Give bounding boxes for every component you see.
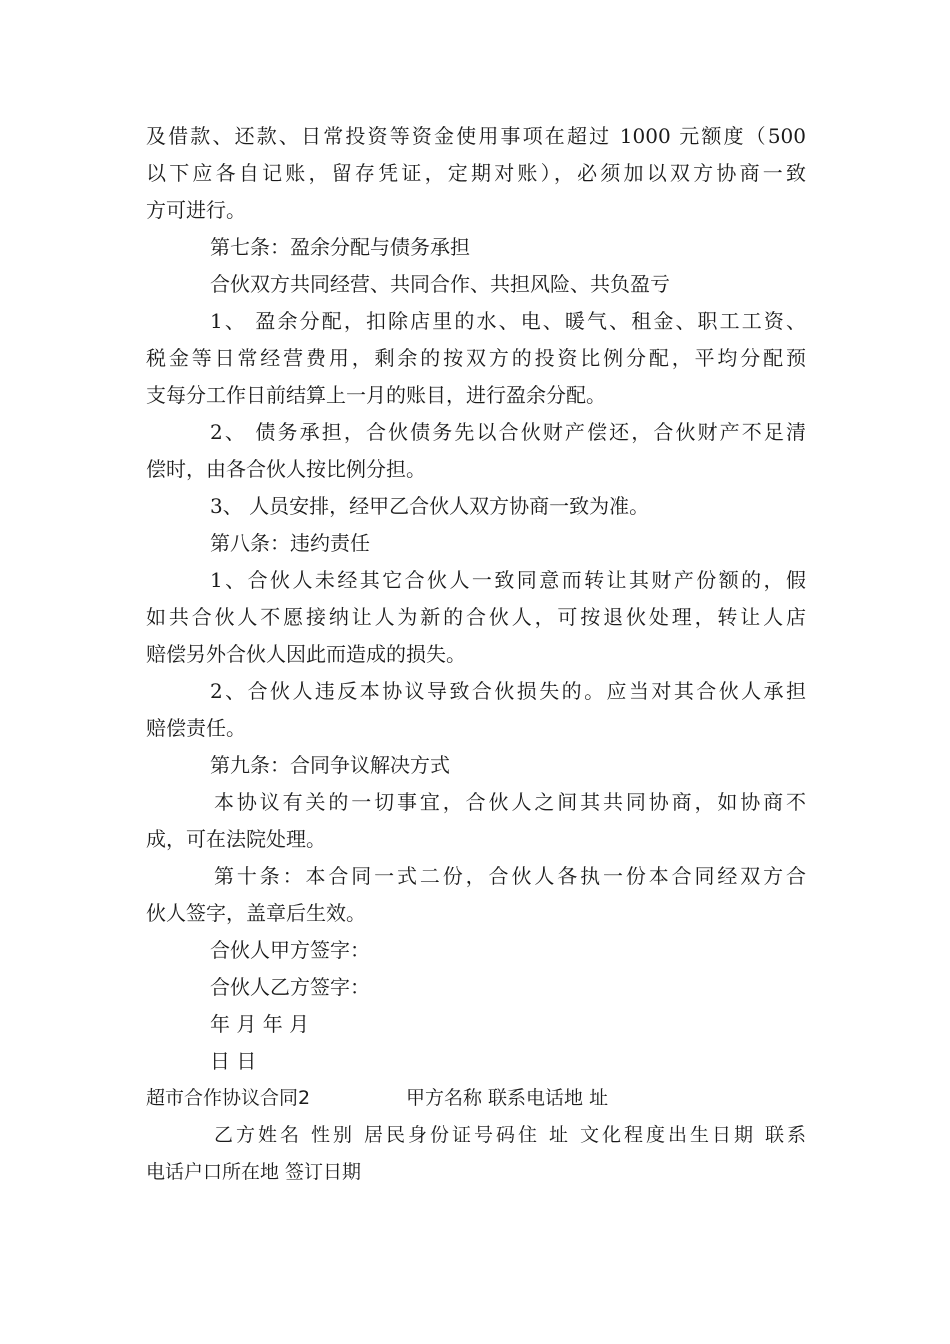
paragraph-line: 以下应各自记账，留存凭证，定期对账），必须加以双方协商一致 [146, 161, 806, 185]
paragraph-line: 如共合伙人不愿接纳让人为新的合伙人，可按退伙处理，转让人店 [146, 605, 806, 629]
paragraph-line: 成，可在法院处理。 [146, 827, 326, 851]
signature-line-party-a: 合伙人甲方签字： [210, 938, 370, 962]
paragraph-line: 赔偿责任。 [146, 716, 246, 740]
paragraph-line: 1、合伙人未经其它合伙人一致同意而转让其财产份额的，假 [210, 568, 806, 592]
paragraph-line: 合伙双方共同经营、共同合作、共担风险、共负盈亏 [210, 272, 670, 296]
paragraph-line: 支每分工作日前结算上一月的账目，进行盈余分配。 [146, 383, 606, 407]
date-line: 日 日 [210, 1049, 257, 1073]
party-b-fields: 乙方姓名 性别 居民身份证号码住 址 文化程度出生日期 联系 [214, 1124, 806, 1146]
date-line: 年 月 年 月 [210, 1012, 310, 1036]
paragraph-line: 偿时，由各合伙人按比例分担。 [146, 457, 426, 481]
document-body [146, 118, 806, 1191]
article-heading: 第九条：合同争议解决方式 [210, 753, 450, 777]
paragraph-line: 1、 盈余分配，扣除店里的水、电、暖气、租金、职工工资、 [210, 309, 806, 333]
paragraph-line: 伙人签字，盖章后生效。 [146, 901, 366, 925]
article-heading: 第七条：盈余分配与债务承担 [210, 235, 470, 259]
paragraph-line: 2、 债务承担，合伙债务先以合伙财产偿还，合伙财产不足清 [210, 420, 806, 444]
party-a-fields: 甲方名称 联系电话地 址 [406, 1087, 609, 1109]
signature-line-party-b: 合伙人乙方签字： [210, 975, 370, 999]
contract2-title: 超市合作协议合同2 [146, 1087, 311, 1109]
paragraph-line: 方可进行。 [146, 198, 246, 222]
paragraph-line: 税金等日常经营费用，剩余的按双方的投资比例分配，平均分配预 [146, 346, 806, 370]
paragraph-line: 及借款、还款、日常投资等资金使用事项在超过 1000 元额度（500 [146, 124, 806, 148]
paragraph-line: 3、 人员安排，经甲乙合伙人双方协商一致为准。 [210, 494, 650, 518]
paragraph-line: 本协议有关的一切事宜，合伙人之间其共同协商，如协商不 [214, 790, 806, 814]
party-b-fields: 电话户口所在地 签订日期 [146, 1161, 362, 1183]
paragraph-line: 赔偿另外合伙人因此而造成的损失。 [146, 642, 466, 666]
paragraph-line: 第十条：本合同一式二份，合伙人各执一份本合同经双方合 [214, 864, 806, 888]
paragraph-line: 2、合伙人违反本协议导致合伙损失的。应当对其合伙人承担 [210, 679, 806, 703]
contract2-header-row [146, 1080, 806, 1117]
article-heading: 第八条：违约责任 [210, 531, 370, 555]
